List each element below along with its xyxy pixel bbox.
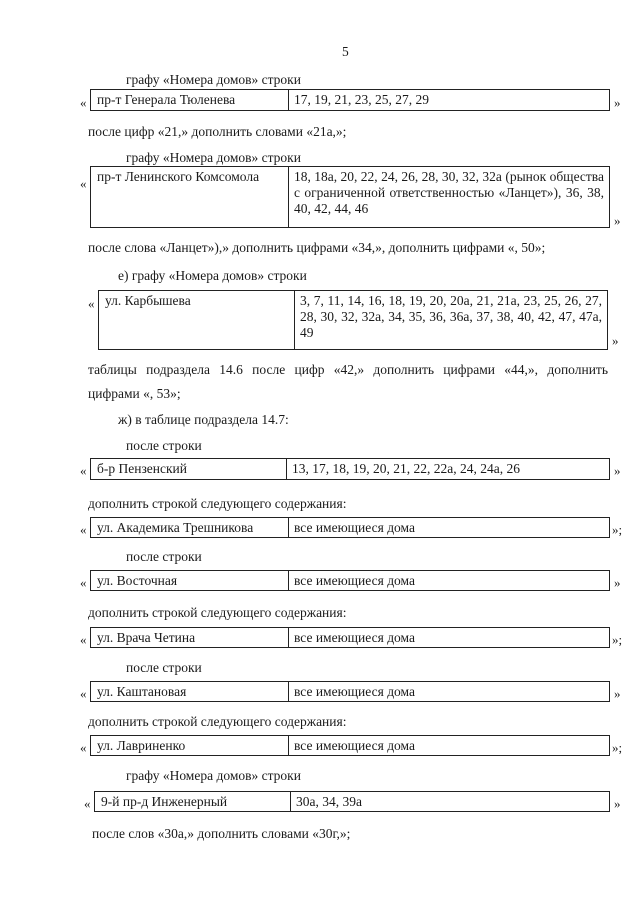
open-quote-1: « [80,95,87,110]
table-row-6 [90,570,610,591]
paragraph-intro-3: е) графу «Номера домов» строки [118,268,307,283]
page-number: 5 [342,44,349,59]
house-numbers-cell: все имеющиеся дома [294,738,415,753]
close-quote-4: » [614,463,621,478]
paragraph-intro-1: графу «Номера домов» строки [126,72,301,87]
house-numbers-cell: 30а, 34, 39а [296,794,362,809]
table-row-8 [90,681,610,702]
open-quote-8: « [80,686,87,701]
street-cell: пр-т Генерала Тюленева [91,90,289,110]
open-quote-7: « [80,632,87,647]
table-row-3 [98,290,608,350]
paragraph-after-3: таблицы подраздела 14.6 после цифр «42,» дополнить цифрами «44,», дополнить цифрами «, 53»; [88,362,608,401]
close-quote-2: » [614,213,621,228]
paragraph-after-2: после слова «Ланцет»),» дополнить цифрами «34,», дополнить цифрами «, 50»; [88,240,546,255]
street-cell: ул. Врача Четина [91,628,289,647]
street-cell: ул. Восточная [91,571,289,590]
paragraph-add-3: дополнить строкой следующего содержания: [88,714,347,729]
house-numbers-cell: все имеющиеся дома [294,573,415,588]
paragraph-after-5: после слов «30а,» дополнить словами «30г,»; [92,826,351,841]
table-row-9 [90,735,610,756]
open-quote-4: « [80,463,87,478]
house-numbers-cell: все имеющиеся дома [294,684,415,699]
house-numbers-cell: все имеющиеся дома [294,520,415,535]
table-row-7 [90,627,610,648]
open-quote-9: « [80,740,87,755]
paragraph-intro-2: графу «Номера домов» строки [126,150,301,165]
street-cell: ул. Каштановая [91,682,289,701]
paragraph-after-row-label: после строки [126,438,202,453]
house-numbers-cell: 17, 19, 21, 23, 25, 27, 29 [294,92,429,107]
street-cell: б-р Пензенский [91,459,287,479]
open-quote-5: « [80,522,87,537]
paragraph-after-2b: после строки [126,549,202,564]
table-row-2 [90,166,610,228]
house-numbers-cell: все имеющиеся дома [294,630,415,645]
street-cell: ул. Лавриненко [91,736,289,755]
open-quote-6: « [80,575,87,590]
table-row-4 [90,458,610,480]
close-quote-8: » [614,686,621,701]
close-quote-10: » [614,796,621,811]
close-quote-5: »; [612,522,623,537]
paragraph-intro-5: графу «Номера домов» строки [126,768,301,783]
paragraph-intro-4: ж) в таблице подраздела 14.7: [118,412,289,427]
open-quote-10: « [84,796,91,811]
close-quote-3: » [612,333,619,348]
paragraph-add-2: дополнить строкой следующего содержания: [88,605,347,620]
street-cell: ул. Академика Трешникова [91,518,289,537]
table-row-1 [90,89,610,111]
paragraph-add-1: дополнить строкой следующего содержания: [88,496,347,511]
open-quote-3: « [88,296,95,311]
open-quote-2: « [80,176,87,191]
table-row-5 [90,517,610,538]
table-row-10 [94,791,610,812]
close-quote-7: »; [612,632,623,647]
street-cell: пр-т Ленинского Комсомола [91,167,289,227]
street-cell: 9-й пр-д Инженерный [95,792,291,811]
close-quote-1: » [614,95,621,110]
paragraph-after-3b: после строки [126,660,202,675]
street-cell: ул. Карбышева [99,291,295,349]
house-numbers-cell: 3, 7, 11, 14, 16, 18, 19, 20, 20а, 21, 21а, 23, 25, 26, 27, 28, 30, 32, 32а, 34, 35, 36, 36а, 37, 38, 40, 42, 47, 47а, 49 [300,293,602,340]
house-numbers-cell: 13, 17, 18, 19, 20, 21, 22, 22а, 24, 24а, 26 [292,461,520,476]
house-numbers-cell: 18, 18а, 20, 22, 24, 26, 28, 30, 32, 32а (рынок общества с ограниченной ответственностью «Ланцет»), 36, 38, 40, 42, 44, 46 [294,169,604,216]
close-quote-6: » [614,575,621,590]
paragraph-after-1: после цифр «21,» дополнить словами «21а,»; [88,124,347,139]
close-quote-9: »; [612,740,623,755]
